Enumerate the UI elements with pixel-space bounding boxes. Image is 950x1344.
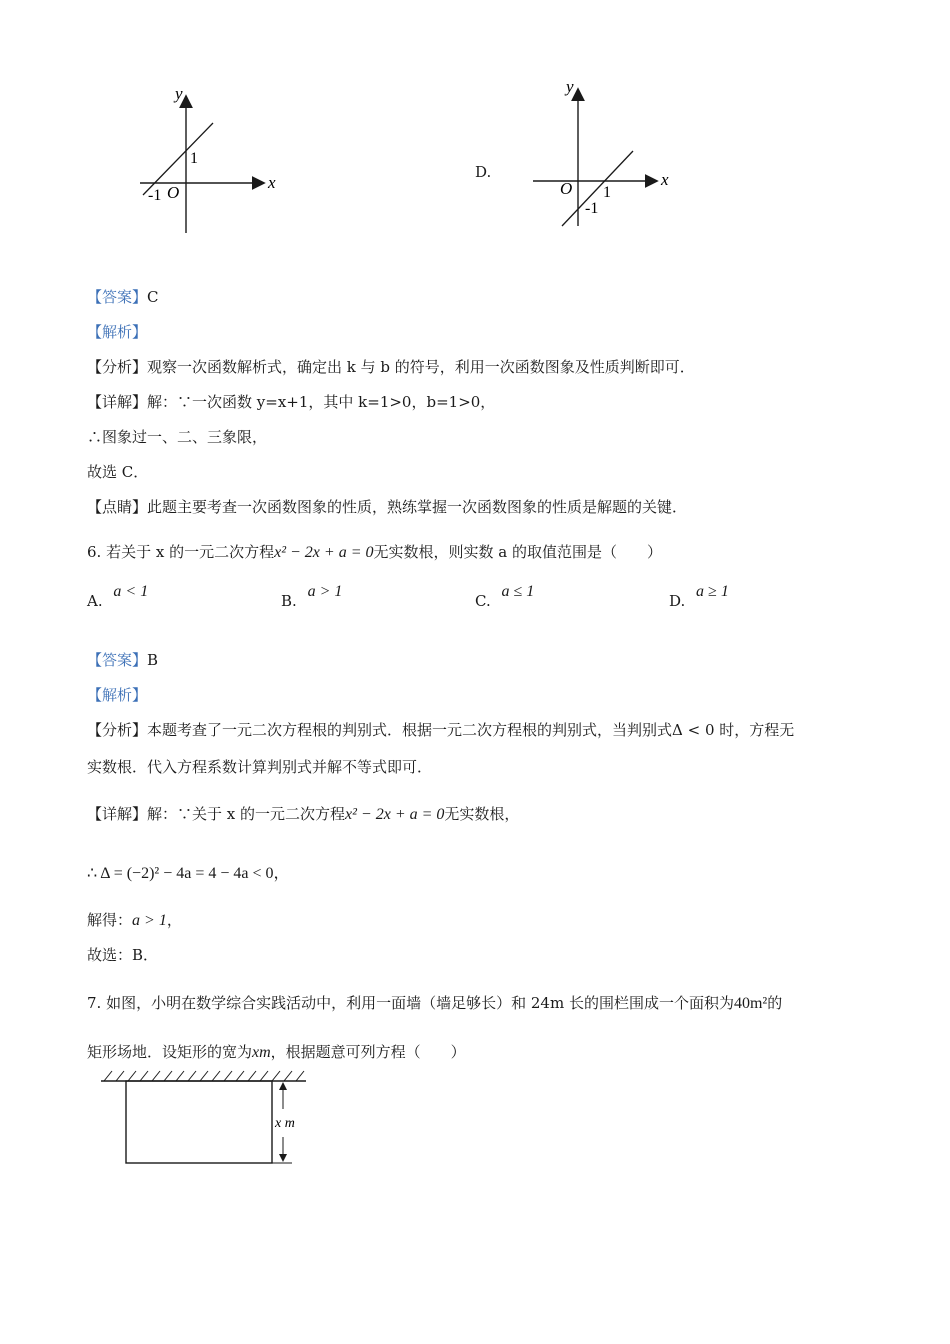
q6-analysis-tag: 【解析】: [87, 686, 148, 704]
question-number: 7.: [87, 994, 102, 1012]
stem-text-a: 若关于 x 的一元二次方程: [106, 543, 275, 561]
q7-figure: [96, 1065, 312, 1170]
q5-comment-line: [87, 496, 687, 517]
option-c[interactable]: [475, 583, 535, 611]
fenxi-tag: 【分析】: [87, 358, 148, 376]
question-number: 6.: [87, 543, 102, 561]
y-intercept-label: -1: [585, 200, 599, 217]
answer-tag: 【答案】: [87, 651, 148, 669]
equation: x² − 2x + a = 0: [274, 544, 374, 561]
y-axis-label: y: [566, 78, 574, 96]
stem-text-d: ，根据题意可列方程（ ）: [270, 1043, 466, 1061]
answer-value: B: [147, 651, 159, 669]
option-value: a ≤ 1: [501, 583, 535, 600]
area-value: 40m²: [733, 995, 768, 1012]
option-label: C.: [475, 592, 491, 610]
stem-text-a: 如图，小明在数学综合实践活动中，利用一面墙（墙足够长）和 24m 长的围栏围成一个面积为: [106, 994, 734, 1012]
x-axis-label: x: [268, 173, 276, 192]
q6-answer-line: [87, 649, 158, 670]
q5-fenxi-line: [87, 356, 695, 377]
option-value: a > 1: [307, 583, 343, 600]
detail-text-b: 无实数根，: [444, 805, 520, 823]
width-variable: xm: [252, 1044, 271, 1061]
option-label: B.: [281, 592, 297, 610]
q5-line-2: ∴图象过一、二、三象限，: [87, 428, 268, 446]
x-axis-label: x: [661, 170, 669, 189]
y-axis-label: y: [175, 85, 183, 103]
detail-equation: x² − 2x + a = 0: [345, 806, 445, 823]
origin-label: O: [560, 179, 573, 198]
fenxi-text: 本题考查了一元二次方程根的判别式．根据一元二次方程根的判别式，当判别式Δ < 0 时，方程无: [147, 721, 795, 739]
x-intercept-label: 1: [603, 184, 611, 201]
detail-tag: 【详解】: [87, 393, 148, 411]
width-label: x m: [275, 1116, 295, 1131]
q5-analysis-tag: 【解析】: [87, 323, 148, 341]
step-equation: a > 1: [132, 912, 167, 929]
answer-value: C: [147, 288, 159, 306]
comment-text: 此题主要考查一次函数图象的性质，熟练掌握一次函数图象的性质是解题的关键．: [147, 498, 688, 516]
q5-detail-line: [87, 391, 495, 412]
option-b[interactable]: [281, 583, 343, 611]
q6-step-3: 故选：B．: [87, 946, 159, 964]
option-label: D.: [669, 592, 686, 610]
answer-tag: 【答案】: [87, 288, 148, 306]
q6-step-2: [87, 909, 182, 930]
stem-text-b: 无实数根，则实数 a 的取值范围是（ ）: [373, 543, 662, 561]
q7-stem-line-2: [87, 1041, 466, 1062]
fenxi-text: 观察一次函数解析式，确定出 k 与 b 的符号，利用一次函数图象及性质判断即可．: [147, 358, 695, 376]
q6-step-1: ∴ Δ = (−2)² − 4a = 4 − 4a < 0，: [87, 865, 290, 882]
step-suffix: ，: [166, 911, 182, 929]
origin-label: O: [167, 183, 180, 202]
option-label: A.: [87, 592, 103, 610]
stem-text-b: 的: [767, 994, 783, 1012]
option-value: a ≥ 1: [696, 583, 729, 600]
graph-d-option-label: D.: [475, 163, 492, 181]
graph-option-d: [528, 78, 678, 233]
q6-fenxi-line-2: 实数根．代入方程系数计算判别式并解不等式即可．: [87, 758, 433, 776]
wall-hatching: [104, 1071, 304, 1081]
stem-text-c: 矩形场地．设矩形的宽为: [87, 1043, 253, 1061]
detail-tag: 【详解】: [87, 805, 148, 823]
detail-text-a: 解：∵关于 x 的一元二次方程: [147, 805, 346, 823]
option-a[interactable]: [87, 583, 149, 611]
q6-detail-line: [87, 803, 519, 824]
option-value: a < 1: [113, 583, 149, 600]
option-d[interactable]: [669, 583, 729, 611]
step-prefix: 解得：: [87, 911, 133, 929]
comment-tag: 【点睛】: [87, 498, 148, 516]
fenxi-tag: 【分析】: [87, 721, 148, 739]
graph-option-c: [135, 85, 285, 240]
q6-fenxi-line: [87, 719, 794, 740]
fence-rectangle: [126, 1081, 272, 1163]
x-intercept-label: -1: [148, 187, 162, 204]
q5-line-3: 故选 C．: [87, 463, 149, 481]
detail-text: 解：∵一次函数 y=x+1，其中 k=1>0，b=1>0，: [147, 393, 496, 411]
q7-stem-line-1: [87, 992, 782, 1013]
q5-answer-line: [87, 286, 159, 307]
q6-stem: [87, 541, 662, 562]
y-intercept-label: 1: [190, 150, 198, 167]
